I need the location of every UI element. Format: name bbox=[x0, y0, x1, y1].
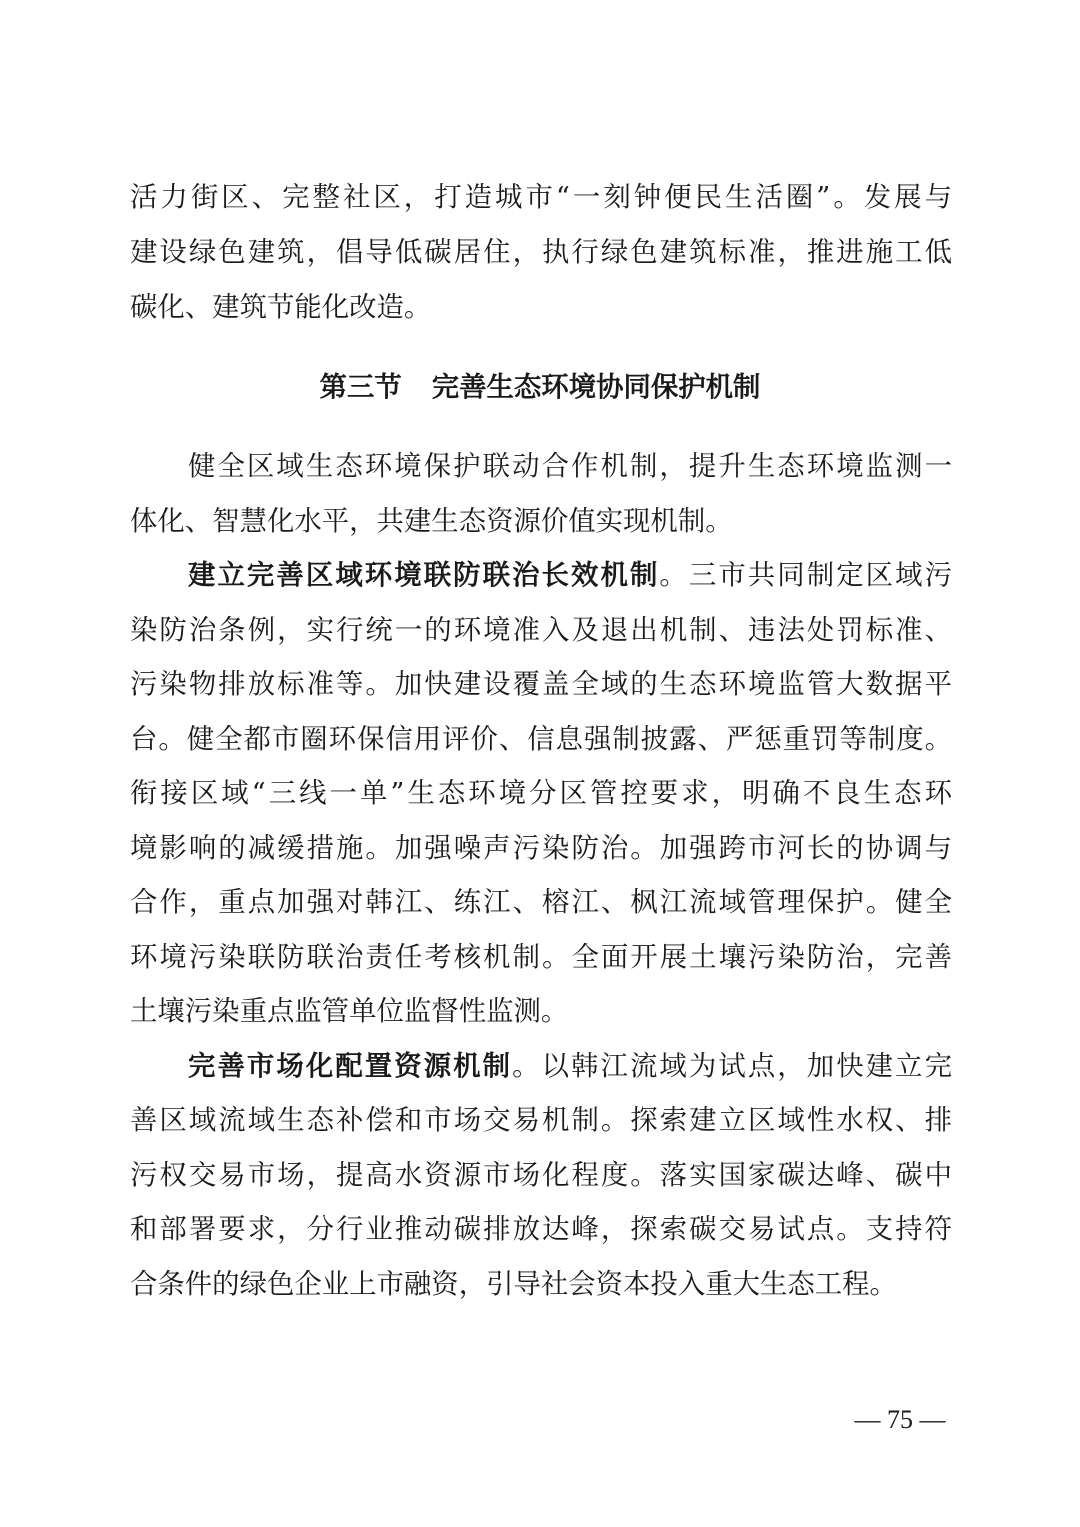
body-text-line: 土壤污染重点监管单位监督性监测。 bbox=[130, 996, 569, 1027]
paragraph-first-line bbox=[188, 556, 952, 596]
section-title: 完善生态环境协同保护机制 bbox=[431, 372, 761, 403]
body-text-line: 合条件的绿色企业上市融资，引导社会资本投入重大生态工程。 bbox=[130, 1269, 897, 1300]
body-text-line: 台。健全都市圈环保信用评价、信息强制披露、严惩重罚等制度。 bbox=[130, 724, 952, 755]
body-text-line: 合作，重点加强对韩江、练江、榕江、枫江流域管理保护。健全 bbox=[130, 887, 952, 918]
body-text-line: 染防治条例，实行统一的环境准入及退出机制、违法处罚标准、 bbox=[130, 615, 952, 646]
bold-lead-phrase: 完善市场化配置资源机制 bbox=[188, 1051, 513, 1082]
body-text-line: 健全区域生态环境保护联动合作机制，提升生态环境监测一 bbox=[188, 451, 952, 482]
body-text-line: 衔接区域“三线一单”生态环境分区管控要求，明确不良生态环 bbox=[130, 778, 952, 809]
body-text-line: 境影响的减缓措施。加强噪声污染防治。加强跨市河长的协调与 bbox=[130, 833, 952, 864]
paragraph-first-line bbox=[188, 1047, 952, 1087]
body-text-line: 建设绿色建筑，倡导低碳居住，执行绿色建筑标准，推进施工低 bbox=[130, 237, 952, 268]
body-text-line: 污染物排放标准等。加快建设覆盖全域的生态环境监管大数据平 bbox=[130, 669, 952, 700]
body-text-line: 体化、智慧化水平，共建生态资源价值实现机制。 bbox=[130, 506, 733, 537]
body-text: 。以韩江流域为试点，加快建立完 bbox=[512, 1051, 952, 1082]
section-heading bbox=[0, 366, 1080, 410]
body-text-line: 碳化、建筑节能化改造。 bbox=[130, 292, 432, 323]
body-text-line: 环境污染联防联治责任考核机制。全面开展土壤污染防治，完善 bbox=[130, 942, 952, 973]
body-text: 。三市共同制定区域污 bbox=[659, 560, 952, 591]
bold-lead-phrase: 建立完善区域环境联防联治长效机制 bbox=[188, 560, 660, 591]
page-number: — 75 — bbox=[854, 1405, 946, 1434]
body-text-line: 污权交易市场，提高水资源市场化程度。落实国家碳达峰、碳中 bbox=[130, 1160, 952, 1191]
body-text-line: 活力街区、完整社区，打造城市“一刻钟便民生活圈”。发展与 bbox=[130, 182, 952, 213]
section-number: 第三节 bbox=[319, 372, 402, 403]
body-text-line: 善区域流域生态补偿和市场交易机制。探索建立区域性水权、排 bbox=[130, 1105, 952, 1136]
body-text-line: 和部署要求，分行业推动碳排放达峰，探索碳交易试点。支持符 bbox=[130, 1214, 952, 1245]
